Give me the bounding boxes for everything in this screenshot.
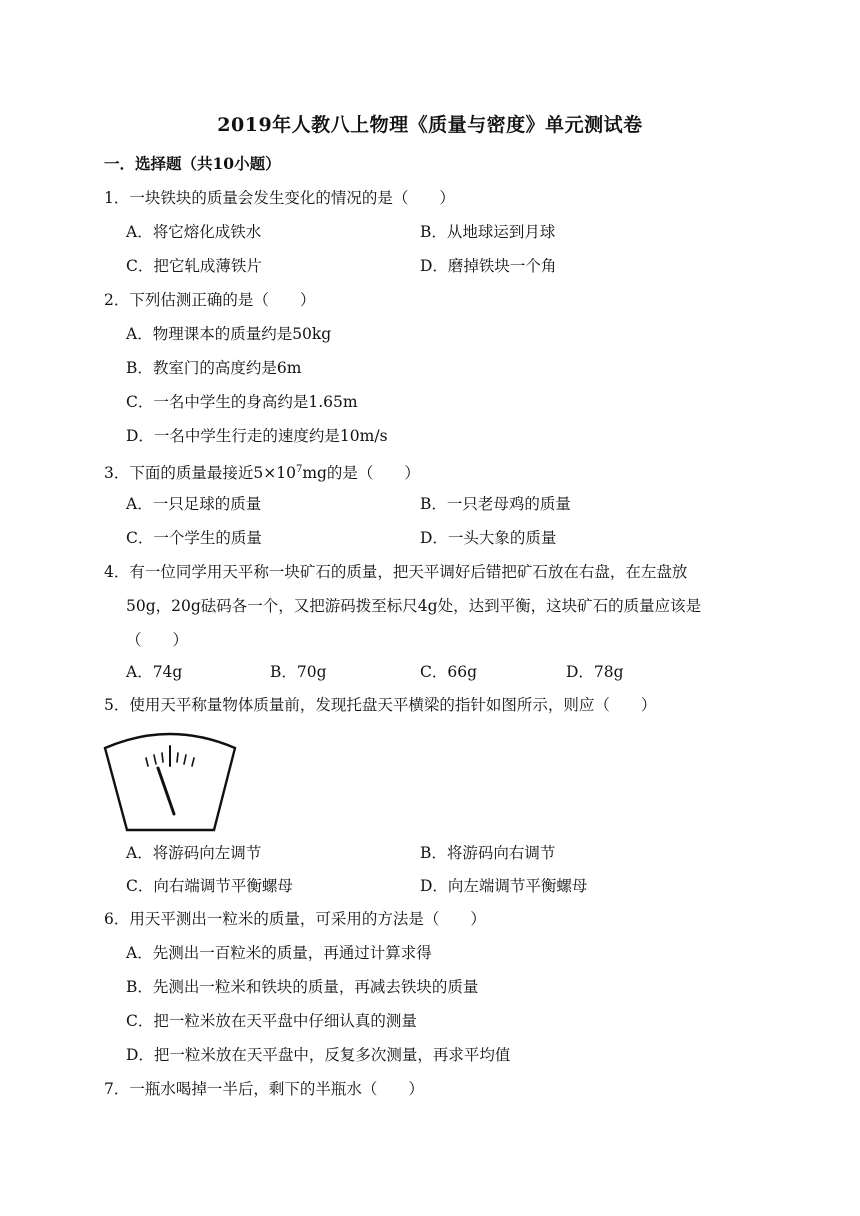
question-2-option-b: B．教室门的高度约是6m bbox=[126, 359, 302, 377]
question-4-option-b: B．70g bbox=[270, 663, 327, 681]
question-6-option-c: C．把一粒米放在天平盘中仔细认真的测量 bbox=[126, 1012, 417, 1030]
question-4-stem-line-1: 4．有一位同学用天平称一块矿石的质量，把天平调好后错把矿石放在右盘，在左盘放 bbox=[104, 563, 688, 581]
question-1-stem: 1．一块铁块的质量会发生变化的情况的是（ ） bbox=[104, 189, 455, 207]
question-1-option-b: B．从地球运到月球 bbox=[420, 223, 556, 241]
question-3-option-d: D．一头大象的质量 bbox=[420, 529, 557, 547]
question-3-stem bbox=[104, 460, 420, 483]
page-title: 2019年人教八上物理《质量与密度》单元测试卷 bbox=[217, 114, 643, 136]
question-5-option-b: B．将游码向右调节 bbox=[420, 844, 556, 862]
question-1-option-a: A．将它熔化成铁水 bbox=[126, 223, 262, 241]
question-2-option-d: D．一名中学生行走的速度约是10m/s bbox=[126, 427, 388, 445]
question-1-option-c: C．把它轧成薄铁片 bbox=[126, 257, 262, 275]
question-6-stem: 6．用天平测出一粒米的质量，可采用的方法是（ ） bbox=[104, 910, 486, 928]
balance-pointer-figure bbox=[102, 726, 238, 834]
question-3-option-c: C．一个学生的质量 bbox=[126, 529, 262, 547]
question-7-stem: 7．一瓶水喝掉一半后，剩下的半瓶水（ ） bbox=[104, 1080, 424, 1098]
question-2-option-c: C．一名中学生的身高约是1.65m bbox=[126, 393, 358, 411]
section-heading: 一．选择题（共10小题） bbox=[104, 154, 281, 173]
question-3-stem-exponent: 7 bbox=[295, 464, 303, 475]
question-3-stem-post: mg的是（ ） bbox=[302, 464, 420, 482]
balance-pointer bbox=[158, 768, 174, 814]
question-2-option-a: A．物理课本的质量约是50kg bbox=[126, 325, 332, 343]
question-4-stem-line-2: 50g，20g砝码各一个，又把游码拨至标尺4g处，达到平衡，这块矿石的质量应该是 bbox=[126, 597, 702, 615]
question-3-option-a: A．一只足球的质量 bbox=[126, 495, 262, 513]
question-5-stem: 5．使用天平称量物体质量前，发现托盘天平横梁的指针如图所示，则应（ ） bbox=[104, 696, 657, 714]
question-3-stem-pre: 3．下面的质量最接近5×10 bbox=[104, 464, 296, 482]
question-6-option-d: D．把一粒米放在天平盘中，反复多次测量，再求平均值 bbox=[126, 1046, 511, 1064]
question-4-option-c: C．66g bbox=[420, 663, 478, 681]
question-5-option-c: C．向右端调节平衡螺母 bbox=[126, 877, 293, 895]
question-5-option-d: D．向左端调节平衡螺母 bbox=[420, 877, 588, 895]
question-4-option-a: A．74g bbox=[126, 663, 183, 681]
question-2-stem: 2．下列估测正确的是（ ） bbox=[104, 291, 316, 309]
question-5-option-a: A．将游码向左调节 bbox=[126, 844, 262, 862]
question-1-option-d: D．磨掉铁块一个角 bbox=[420, 257, 557, 275]
question-3-option-b: B．一只老母鸡的质量 bbox=[420, 495, 571, 513]
question-4-option-d: D．78g bbox=[566, 663, 624, 681]
balance-scale-ticks bbox=[146, 746, 194, 766]
question-4-stem-line-3: （ ） bbox=[126, 631, 189, 649]
question-6-option-b: B．先测出一粒米和铁块的质量，再减去铁块的质量 bbox=[126, 978, 479, 996]
question-6-option-a: A．先测出一百粒米的质量，再通过计算求得 bbox=[126, 944, 432, 962]
